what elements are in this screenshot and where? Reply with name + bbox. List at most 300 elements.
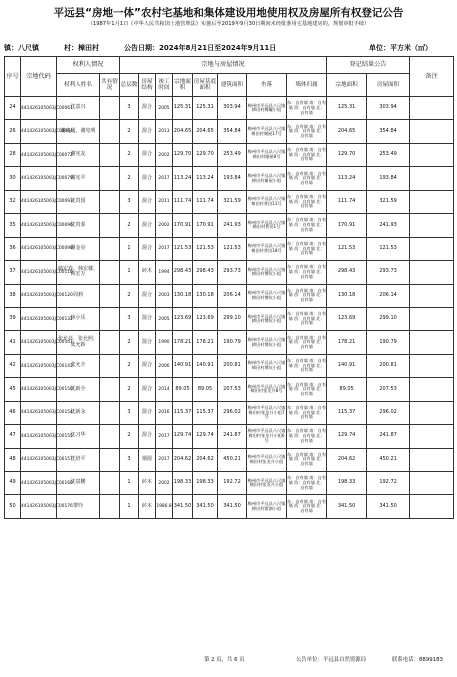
cell-seq: 42	[5, 354, 21, 377]
announcement-title: 平远县“房地一体”农村宅基地和集体建设用地使用权及房屋所有权登记公告	[53, 7, 404, 19]
cell-boundary: 东：自有墙 南：自有墙 西：自有墙 北：自有墙	[287, 378, 327, 401]
cell-base-area: 130.18	[193, 284, 218, 307]
cell-co-owned	[100, 448, 120, 471]
cell-location: 梅州市平远县八尺镇樟田村谢屋小组	[247, 167, 287, 190]
cell-floors: 2	[120, 354, 139, 377]
cell-seq: 48	[5, 448, 21, 471]
cell-base-area: 298.43	[193, 261, 218, 284]
cell-co-owned	[100, 284, 120, 307]
cell-co-owned	[100, 378, 120, 401]
cell-boundary: 东：自有墙 南：自有墙 西：自有墙 北：自有墙	[287, 472, 327, 495]
cell-land-area: 113.24	[173, 167, 193, 190]
cell-year: 2011	[156, 190, 173, 213]
cell-remarks	[410, 214, 454, 237]
header-co-owned: 共有情况	[100, 74, 120, 97]
cell-build-area: 303.94	[218, 97, 247, 120]
cell-reg-land: 140.91	[327, 354, 367, 377]
cell-floors: 2	[120, 425, 139, 448]
cell-year: 2002	[156, 472, 173, 495]
cell-reg-build: 121.53	[367, 237, 410, 260]
cell-land-area: 123.69	[173, 307, 193, 330]
header-structure: 房屋结构	[139, 74, 156, 97]
cell-year: 2006	[156, 354, 173, 377]
cell-base-area: 341.50	[193, 495, 218, 518]
table-row	[5, 495, 454, 518]
cell-reg-build: 354.84	[367, 120, 410, 143]
cell-year: 2002	[156, 143, 173, 166]
cell-floors: 3	[120, 97, 139, 120]
cell-structure: 混合	[139, 425, 156, 448]
cell-seq: 28	[5, 143, 21, 166]
cell-boundary: 东：自有墙 南：自有墙 西：自有墙 北：自有墙	[287, 495, 327, 518]
cell-co-owned	[100, 143, 120, 166]
cell-seq: 41	[5, 331, 21, 354]
cell-boundary: 东：自有墙 南：自有墙 西：自有墙 北：自有墙	[287, 167, 327, 190]
cell-co-owned	[100, 190, 120, 213]
cell-build-area: 121.53	[218, 237, 247, 260]
cell-reg-land: 129.70	[327, 143, 367, 166]
cell-reg-land: 111.74	[327, 190, 367, 213]
cell-year: 2013	[156, 120, 173, 143]
table-row	[5, 378, 454, 401]
cell-base-area: 121.53	[193, 237, 218, 260]
cell-name: 沈贵泰	[57, 214, 100, 237]
cell-seq: 45	[5, 378, 21, 401]
cell-build-area: 190.79	[218, 331, 247, 354]
header-name: 权利人姓名	[57, 74, 100, 97]
cell-floors: 1	[120, 261, 139, 284]
cell-name: 沈意兴	[57, 97, 100, 120]
cell-build-area: 299.10	[218, 307, 247, 330]
cell-location: 梅州市平远县八尺镇樟田村张龙开8号	[247, 378, 287, 401]
cell-co-owned	[100, 214, 120, 237]
cell-remarks	[410, 331, 454, 354]
cell-reg-land: 129.74	[327, 425, 367, 448]
cell-year: 2017	[156, 425, 173, 448]
cell-seq: 30	[5, 167, 21, 190]
cell-remarks	[410, 261, 454, 284]
cell-location: 梅州市平远县八尺镇樟田村张龙开小组	[247, 472, 287, 495]
cell-floors: 3	[120, 307, 139, 330]
cell-remarks	[410, 448, 454, 471]
cell-floors: 2	[120, 378, 139, 401]
table-row	[5, 307, 454, 330]
cell-name: 沈培平	[57, 448, 100, 471]
cell-reg-build: 296.02	[367, 401, 410, 424]
table-row	[5, 190, 454, 213]
cell-seq: 37	[5, 261, 21, 284]
cell-name: 谢宪平	[57, 167, 100, 190]
cell-reg-build: 241.87	[367, 425, 410, 448]
cell-land-area: 341.50	[173, 495, 193, 518]
cell-boundary: 东：自有墙 南：自有墙 西：自有墙 北：自有墙	[287, 401, 327, 424]
cell-boundary: 东：自有墙 南：自有墙 西：自有墙 北：自有墙	[287, 214, 327, 237]
cell-build-area: 206.14	[218, 284, 247, 307]
cell-reg-land: 125.31	[327, 97, 367, 120]
cell-land-area: 298.43	[173, 261, 193, 284]
cell-location: 梅州市平远县八尺镇樟田村普田18号	[247, 237, 287, 260]
cell-boundary: 东：自有墙 南：自有墙 西：自有墙 北：自有墙	[287, 307, 327, 330]
cell-seq: 39	[5, 307, 21, 330]
cell-year: 1994	[156, 261, 173, 284]
cell-boundary: 东：自有墙 南：自有墙 西：自有墙 北：自有墙	[287, 261, 327, 284]
cell-name: 沈贵国	[57, 190, 100, 213]
village-label: 村：樟田村	[64, 44, 99, 52]
cell-location: 梅州市平远县八尺镇樟田村张龙开小组6号	[247, 425, 287, 448]
cell-location: 梅州市平远县八尺镇樟田村增坑小组	[247, 354, 287, 377]
header-floors: 总层数	[120, 74, 139, 97]
cell-remarks	[410, 167, 454, 190]
cell-floors: 3	[120, 401, 139, 424]
cell-floors: 3	[120, 448, 139, 471]
cell-structure: 砖木	[139, 472, 156, 495]
cell-location: 梅州市平远县八尺镇樟田村普田1号	[247, 214, 287, 237]
cell-seq: 46	[5, 401, 21, 424]
header-rights-group: 权利人情况	[57, 57, 120, 74]
cell-build-area: 253.49	[218, 143, 247, 166]
cell-reg-land: 298.43	[327, 261, 367, 284]
cell-year: 2003	[156, 284, 173, 307]
registration-table	[4, 56, 454, 519]
cell-structure: 混合	[139, 284, 156, 307]
cell-land-area: 121.53	[173, 237, 193, 260]
cell-reg-land: 178.21	[327, 331, 367, 354]
header-base-area: 房屋基底面积	[193, 74, 218, 97]
cell-structure: 混合	[139, 378, 156, 401]
cell-reg-build: 206.14	[367, 284, 410, 307]
table-row	[5, 472, 454, 495]
cell-location: 梅州市平远县八尺镇樟田村张龙开小组7号	[247, 401, 287, 424]
cell-location: 梅州市平远县八尺镇樟田村普田11号	[247, 190, 287, 213]
cell-build-area: 200.81	[218, 354, 247, 377]
table-row	[5, 237, 454, 260]
cell-base-area: 113.24	[193, 167, 218, 190]
cell-co-owned	[100, 331, 120, 354]
cell-co-owned	[100, 167, 120, 190]
cell-structure: 混合	[139, 214, 156, 237]
header-land-area: 宗地面积	[173, 74, 193, 97]
header-remarks: 备注	[410, 57, 454, 97]
cell-reg-build: 190.79	[367, 331, 410, 354]
cell-remarks	[410, 401, 454, 424]
cell-name: 谢宪友	[57, 143, 100, 166]
cell-code: 441426105003JC00110	[21, 261, 57, 284]
cell-structure: 砖木	[139, 495, 156, 518]
cell-reg-land: 170.91	[327, 214, 367, 237]
cell-build-area: 293.73	[218, 261, 247, 284]
cell-structure: 混合	[139, 237, 156, 260]
cell-seq: 32	[5, 190, 21, 213]
table-row	[5, 401, 454, 424]
cell-reg-build: 299.10	[367, 307, 410, 330]
cell-location: 梅州市平远县八尺镇樟田村增坑小组	[247, 331, 287, 354]
cell-year: 2017	[156, 448, 173, 471]
cell-boundary: 东：自有墙 南：自有墙 西：自有墙 北：自有墙	[287, 190, 327, 213]
cell-year: 2014	[156, 378, 173, 401]
header-build-area: 建筑面积	[218, 74, 247, 97]
cell-build-area: 241.87	[218, 425, 247, 448]
cell-remarks	[410, 97, 454, 120]
cell-code: 441426105003JC00120	[21, 284, 57, 307]
cell-name: 林小乐	[57, 307, 100, 330]
cell-reg-build: 293.73	[367, 261, 410, 284]
cell-land-area: 198.33	[173, 472, 193, 495]
cell-code: 441426105003JC00064	[21, 120, 57, 143]
cell-build-area: 192.72	[218, 472, 247, 495]
cell-boundary: 东：自有墙 南：自有墙 西：自有墙 北：自有墙	[287, 237, 327, 260]
cell-co-owned	[100, 237, 120, 260]
cell-location: 梅州市平远县八尺镇樟田村增坑小组	[247, 307, 287, 330]
table-row	[5, 120, 454, 143]
cell-name: 韩宏春、韩宏楼、韩宏万	[57, 261, 100, 284]
cell-land-area: 204.65	[173, 120, 193, 143]
cell-name: 张允亮、张允照、张允娇	[57, 331, 100, 354]
cell-code: 441426105003JC00160	[21, 472, 57, 495]
cell-location: 梅州市平远县八尺镇樟田村增坑小组	[247, 284, 287, 307]
header-seq: 序号	[5, 57, 21, 97]
cell-floors: 1	[120, 237, 139, 260]
cell-base-area: 198.33	[193, 472, 218, 495]
cell-seq: 35	[5, 214, 21, 237]
cell-boundary: 东：自有墙 南：自有墙 西：自有墙 北：自有墙	[287, 354, 327, 377]
cell-code: 441426105003JC00098	[21, 237, 57, 260]
cell-reg-build: 341.50	[367, 495, 410, 518]
announcement-subtitle: （1987年1月1日《中华人民共和国土地管理法》实施后至2019年9月30日期间未经批准用宅基地建房的，规划审批手续）	[87, 21, 370, 27]
cell-code: 441426105003JC00096	[21, 214, 57, 237]
cell-floors: 2	[120, 120, 139, 143]
cell-co-owned	[100, 120, 120, 143]
cell-land-area: 111.74	[173, 190, 193, 213]
cell-seq: 26	[5, 120, 21, 143]
cell-remarks	[410, 472, 454, 495]
cell-reg-land: 130.18	[327, 284, 367, 307]
cell-structure: 砖木	[139, 261, 156, 284]
cell-boundary: 东：自有墙 南：自有墙 西：自有墙 北：自有墙	[287, 143, 327, 166]
cell-code: 441426105003JC00157	[21, 448, 57, 471]
cell-name: 黎玲	[57, 495, 100, 518]
cell-year: 2017	[156, 167, 173, 190]
cell-location: 梅州市平远县八尺镇樟田村张龙开小组	[247, 448, 287, 471]
cell-co-owned	[100, 354, 120, 377]
header-reg-build: 房屋面积	[367, 74, 410, 97]
cell-base-area: 115.37	[193, 401, 218, 424]
table-row	[5, 97, 454, 120]
cell-build-area: 321.59	[218, 190, 247, 213]
cell-reg-land: 204.65	[327, 120, 367, 143]
cell-year: 1986.8	[156, 495, 173, 518]
header-reg-land: 宗地面积	[327, 74, 367, 97]
phone-label: 联系电话：8899183	[392, 657, 443, 663]
cell-seq: 38	[5, 284, 21, 307]
table-row	[5, 214, 454, 237]
cell-reg-build: 321.59	[367, 190, 410, 213]
cell-reg-land: 115.37	[327, 401, 367, 424]
cell-floors: 3	[120, 190, 139, 213]
cell-floors: 2	[120, 143, 139, 166]
table-row	[5, 331, 454, 354]
cell-base-area: 125.31	[193, 97, 218, 120]
cell-base-area: 129.74	[193, 425, 218, 448]
cell-build-area: 354.84	[218, 120, 247, 143]
cell-floors: 1	[120, 472, 139, 495]
cell-land-area: 129.74	[173, 425, 193, 448]
table-row	[5, 448, 454, 471]
cell-land-area: 125.31	[173, 97, 193, 120]
cell-co-owned	[100, 401, 120, 424]
cell-remarks	[410, 354, 454, 377]
cell-land-area: 129.70	[173, 143, 193, 166]
page-footer	[0, 655, 457, 669]
cell-code: 441426105003JC00155	[21, 425, 57, 448]
cell-floors: 2	[120, 331, 139, 354]
cell-code: 441426105003JC00093	[21, 190, 57, 213]
cell-reg-land: 341.50	[327, 495, 367, 518]
cell-reg-build: 193.84	[367, 167, 410, 190]
cell-structure: 混合	[139, 167, 156, 190]
cell-reg-build: 303.94	[367, 97, 410, 120]
cell-co-owned	[100, 261, 120, 284]
cell-structure: 钢混	[139, 448, 156, 471]
cell-floors: 1	[120, 495, 139, 518]
cell-structure: 混合	[139, 354, 156, 377]
header-registration-group: 登记结果公告	[327, 57, 410, 74]
cell-code: 441426105003JC00176	[21, 495, 57, 518]
cell-reg-build: 192.72	[367, 472, 410, 495]
cell-reg-land: 89.05	[327, 378, 367, 401]
header-year: 竣工时间	[156, 74, 173, 97]
cell-reg-land: 204.62	[327, 448, 367, 471]
table-row	[5, 261, 454, 284]
cell-reg-land: 123.69	[327, 307, 367, 330]
cell-structure: 混合	[139, 143, 156, 166]
table-body	[5, 97, 454, 519]
cell-structure: 混合	[139, 190, 156, 213]
cell-year: 1990	[156, 331, 173, 354]
cell-base-area: 204.65	[193, 120, 218, 143]
cell-remarks	[410, 237, 454, 260]
cell-remarks	[410, 378, 454, 401]
cell-code: 441426105003JC00143	[21, 354, 57, 377]
cell-location: 梅州市平远县八尺镇樟田村谢屋17号	[247, 120, 287, 143]
cell-boundary: 东：自有墙 南：自有墙 西：自有墙 北：自有墙	[287, 120, 327, 143]
cell-name: 张允全	[57, 354, 100, 377]
cell-year: 2005	[156, 307, 173, 330]
cell-reg-land: 121.53	[327, 237, 367, 260]
cell-location: 梅州市平远县八尺镇樟田村增坑小组	[247, 261, 287, 284]
cell-name: 沈新永	[57, 401, 100, 424]
cell-name: 周莉	[57, 284, 100, 307]
cell-code: 441426105003JC00079	[21, 167, 57, 190]
cell-year: 2005	[156, 97, 173, 120]
cell-base-area: 170.91	[193, 214, 218, 237]
cell-code: 441426105003JC00061	[21, 97, 57, 120]
page-number: 第 2 页，共 6 页	[204, 657, 245, 663]
cell-location: 梅州市平远县八尺镇樟田村猪湖小组	[247, 495, 287, 518]
cell-base-area: 204.62	[193, 448, 218, 471]
cell-base-area: 140.91	[193, 354, 218, 377]
cell-remarks	[410, 120, 454, 143]
cell-co-owned	[100, 307, 120, 330]
cell-remarks	[410, 425, 454, 448]
cell-structure: 混合	[139, 331, 156, 354]
cell-land-area: 204.62	[173, 448, 193, 471]
cell-structure: 混合	[139, 307, 156, 330]
cell-remarks	[410, 495, 454, 518]
cell-boundary: 东：自有墙 南：自有墙 西：自有墙 北：自有墙	[287, 284, 327, 307]
table-row	[5, 167, 454, 190]
unit-label: 单位：平方米（㎡）	[369, 44, 432, 52]
cell-structure: 混合	[139, 97, 156, 120]
cell-build-area: 450.21	[218, 448, 247, 471]
cell-name: 沈习华	[57, 425, 100, 448]
cell-code: 441426105003JC00072	[21, 143, 57, 166]
cell-land-area: 140.91	[173, 354, 193, 377]
cell-year: 2002	[156, 214, 173, 237]
cell-floors: 2	[120, 167, 139, 190]
cell-reg-build: 200.81	[367, 354, 410, 377]
header-code: 宗地代码	[21, 57, 57, 97]
table-row	[5, 143, 454, 166]
cell-build-area: 193.84	[218, 167, 247, 190]
cell-reg-build: 450.21	[367, 448, 410, 471]
cell-boundary: 东：自有墙 南：自有墙 西：自有墙 北：自有墙	[287, 425, 327, 448]
cell-remarks	[410, 143, 454, 166]
cell-base-area: 89.05	[193, 378, 218, 401]
cell-build-area: 241.93	[218, 214, 247, 237]
cell-land-area: 89.05	[173, 378, 193, 401]
cell-floors: 2	[120, 214, 139, 237]
cell-reg-land: 198.33	[327, 472, 367, 495]
cell-build-area: 296.02	[218, 401, 247, 424]
cell-seq: 36	[5, 237, 21, 260]
cell-reg-land: 113.24	[327, 167, 367, 190]
cell-land-area: 170.91	[173, 214, 193, 237]
header-location: 坐落	[247, 74, 287, 97]
cell-code: 441426105003JC00132	[21, 307, 57, 330]
cell-boundary: 东：自有墙 南：自有墙 西：自有墙 北：自有墙	[287, 331, 327, 354]
cell-code: 441426105003JC00141	[21, 331, 57, 354]
cell-reg-build: 241.93	[367, 214, 410, 237]
cell-year: 2017	[156, 237, 173, 260]
cell-year: 2016	[156, 401, 173, 424]
cell-seq: 24	[5, 97, 21, 120]
cell-build-area: 341.50	[218, 495, 247, 518]
cell-build-area: 207.53	[218, 378, 247, 401]
town-label: 镇：八尺镇	[4, 44, 39, 52]
cell-seq: 50	[5, 495, 21, 518]
cell-co-owned	[100, 472, 120, 495]
cell-boundary: 东：自有墙 南：自有墙 西：自有墙 北：自有墙	[287, 448, 327, 471]
cell-reg-build: 253.49	[367, 143, 410, 166]
cell-remarks	[410, 284, 454, 307]
cell-base-area: 129.70	[193, 143, 218, 166]
cell-base-area: 123.69	[193, 307, 218, 330]
cell-land-area: 130.18	[173, 284, 193, 307]
cell-name: 谢金亮	[57, 237, 100, 260]
table-row	[5, 284, 454, 307]
cell-structure: 混合	[139, 401, 156, 424]
cell-land-area: 178.21	[173, 331, 193, 354]
cell-co-owned	[100, 495, 120, 518]
cell-base-area: 178.21	[193, 331, 218, 354]
header-boundary: 墙体归属	[287, 74, 327, 97]
table-row	[5, 425, 454, 448]
cell-name: 谢宪通、谢宪明	[57, 120, 100, 143]
cell-co-owned	[100, 97, 120, 120]
cell-name: 沈新全	[57, 378, 100, 401]
cell-code: 441426105003JC00150	[21, 378, 57, 401]
cell-floors: 2	[120, 284, 139, 307]
